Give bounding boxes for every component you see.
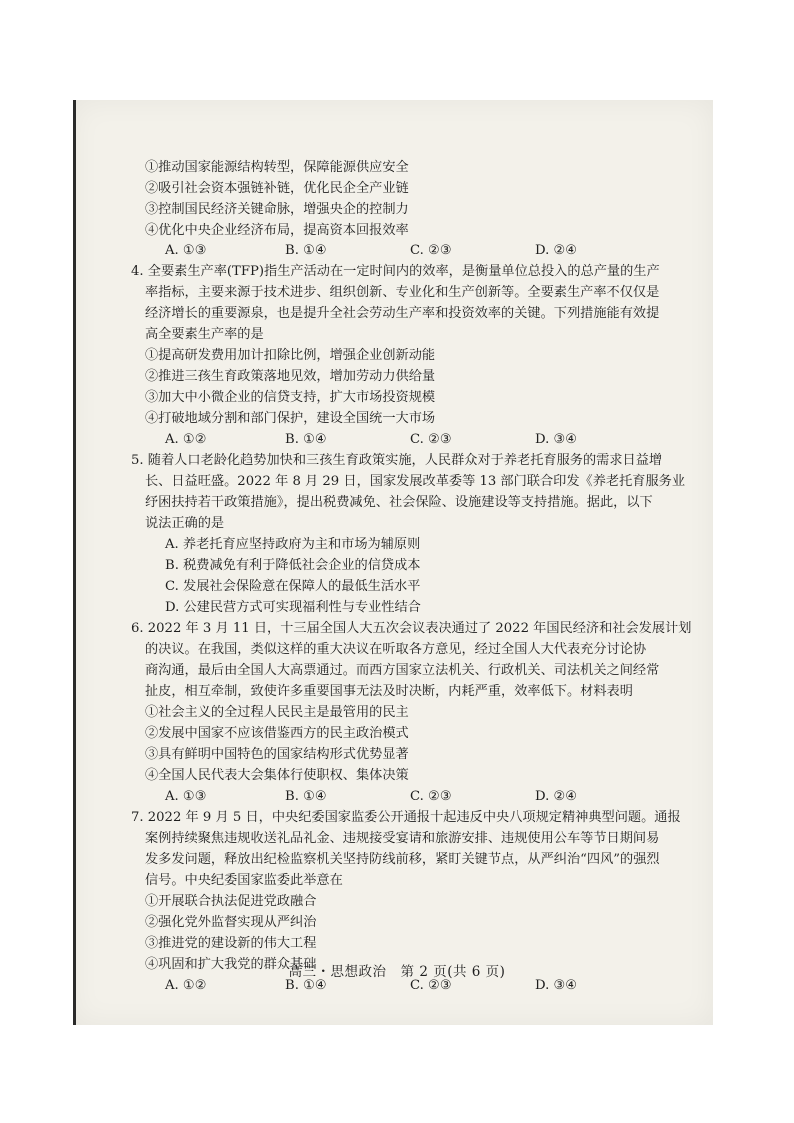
q4-options xyxy=(145,430,665,450)
q4-stem-line-1: 4. 全要素生产率(TFP)指生产活动在一定时间内的效率，是衡量单位总投入的总产量的生产 xyxy=(131,264,660,279)
q3-statement-4: ④优化中央企业经济布局，提高资本回报效率 xyxy=(145,223,409,238)
q7-statement-1: ①开展联合执法促进党政融合 xyxy=(145,894,317,909)
q4-option-c[interactable]: C. ②③ xyxy=(410,432,452,447)
q4-option-a[interactable]: A. ①② xyxy=(165,432,207,447)
q5-option-b[interactable]: B. 税费减免有利于降低社会企业的信贷成本 xyxy=(165,558,421,573)
q4-statement-3: ③加大中小微企业的信贷支持，扩大市场投资规模 xyxy=(145,390,436,405)
page-footer: 高三・思想政治 第 2 页(共 6 页) xyxy=(288,964,506,980)
q3-option-a[interactable]: A. ①③ xyxy=(165,243,207,258)
q6-option-d[interactable]: D. ②④ xyxy=(535,789,578,804)
q7-stem-line-2: 案例持续聚焦违规收送礼品礼金、违规接受宴请和旅游安排、违规使用公车等节日期间易 xyxy=(145,831,660,846)
q5-stem-line-1: 5. 随着人口老龄化趋势加快和三孩生育政策实施，人民群众对于养老托育服务的需求日益增 xyxy=(131,453,663,468)
q3-statement-2: ②吸引社会资本强链补链，优化民企全产业链 xyxy=(145,181,409,196)
q5-option-c[interactable]: C. 发展社会保险意在保障人的最低生活水平 xyxy=(165,579,421,594)
q7-option-c[interactable]: C. ②③ xyxy=(410,978,452,993)
q7-option-a[interactable]: A. ①② xyxy=(165,978,207,993)
scan-edge xyxy=(73,100,76,1025)
q6-options xyxy=(145,787,665,807)
q6-statement-4: ④全国人民代表大会集体行使职权、集体决策 xyxy=(145,768,409,783)
q4-stem-line-2: 率指标，主要来源于技术进步、组织创新、专业化和生产创新等。全要素生产率不仅仅是 xyxy=(145,285,660,300)
q6-statement-1: ①社会主义的全过程人民民主是最管用的民主 xyxy=(145,705,409,720)
q6-option-c[interactable]: C. ②③ xyxy=(410,789,452,804)
q4-statement-1: ①提高研发费用加计扣除比例，增强企业创新动能 xyxy=(145,348,436,363)
q3-statement-3: ③控制国民经济关键命脉，增强央企的控制力 xyxy=(145,202,409,217)
q5-stem-line-4: 说法正确的是 xyxy=(145,516,225,531)
q6-stem-line-1: 6. 2022 年 3 月 11 日，十三届全国人大五次会议表决通过了 2022 年国民经济和社会发展计划 xyxy=(131,621,692,636)
q6-stem-line-3: 商沟通，最后由全国人大高票通过。而西方国家立法机关、行政机关、司法机关之间经常 xyxy=(145,663,660,678)
q7-option-b[interactable]: B. ①④ xyxy=(285,978,327,993)
q3-option-d[interactable]: D. ②④ xyxy=(535,243,578,258)
q7-statement-4: ④巩固和扩大我党的群众基础 xyxy=(145,957,317,972)
q3-option-c[interactable]: C. ②③ xyxy=(410,243,452,258)
q6-statement-3: ③具有鲜明中国特色的国家结构形式优势显著 xyxy=(145,747,409,762)
q7-stem-line-1: 7. 2022 年 9 月 5 日，中央纪委国家监委公开通报十起违反中央八项规定精神典型问题。通报 xyxy=(131,810,681,825)
q4-statement-2: ②推进三孩生育政策落地见效，增加劳动力供给量 xyxy=(145,369,436,384)
q6-stem-line-4: 扯皮，相互牵制，致使许多重要国事无法及时决断，内耗严重，效率低下。材料表明 xyxy=(145,684,633,699)
q6-statement-2: ②发展中国家不应该借鉴西方的民主政治模式 xyxy=(145,726,409,741)
q4-option-d[interactable]: D. ③④ xyxy=(535,432,578,447)
q6-option-a[interactable]: A. ①③ xyxy=(165,789,207,804)
q3-options xyxy=(145,241,665,261)
q5-option-d[interactable]: D. 公建民营方式可实现福利性与专业性结合 xyxy=(165,600,421,615)
q7-statement-2: ②强化党外监督实现从严纠治 xyxy=(145,915,317,930)
q5-stem-line-2: 长、日益旺盛。2022 年 8 月 29 日，国家发展改革委等 13 部门联合印发《养老托育服务业 xyxy=(145,474,686,489)
q5-stem-line-3: 纾困扶持若干政策措施》，提出税费减免、社会保险、设施建设等支持措施。据此，以下 xyxy=(145,495,653,510)
q6-stem-line-2: 的决议。在我国，类似这样的重大决议在听取各方意见，经过全国人大代表充分讨论协 xyxy=(145,642,647,657)
q7-statement-3: ③推进党的建设新的伟大工程 xyxy=(145,936,317,951)
q4-option-b[interactable]: B. ①④ xyxy=(285,432,327,447)
q7-stem-line-3: 发多发问题，释放出纪检监察机关坚持防线前移，紧盯关键节点，从严纠治“四风”的强烈 xyxy=(145,852,660,867)
q3-option-b[interactable]: B. ①④ xyxy=(285,243,327,258)
q6-option-b[interactable]: B. ①④ xyxy=(285,789,327,804)
q4-stem-line-3: 经济增长的重要源泉，也是提升全社会劳动生产率和投资效率的关键。下列措施能有效提 xyxy=(145,306,660,321)
q3-statement-1: ①推动国家能源结构转型，保障能源供应安全 xyxy=(145,160,409,175)
q7-stem-line-4: 信号。中央纪委国家监委此举意在 xyxy=(145,873,343,888)
q5-option-a[interactable]: A. 养老托育应坚持政府为主和市场为辅原则 xyxy=(165,537,421,552)
q4-stem-line-4: 高全要素生产率的是 xyxy=(145,327,264,342)
q4-statement-4: ④打破地域分割和部门保护，建设全国统一大市场 xyxy=(145,411,436,426)
q7-option-d[interactable]: D. ③④ xyxy=(535,978,578,993)
